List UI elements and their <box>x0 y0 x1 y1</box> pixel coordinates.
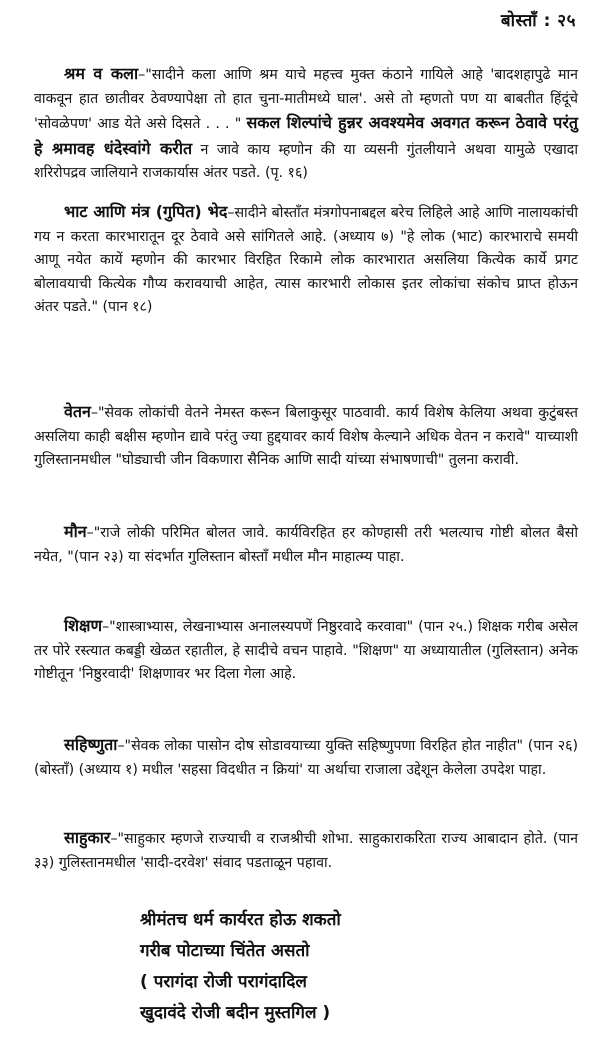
section-paragraph <box>34 200 578 320</box>
section-paragraph <box>34 520 578 569</box>
section-text: –सादीने बोस्ताँत मंत्रगोपनाबद्दल बरेच लिहिले आहे आणि नालायकांची गय न करता कारभारातून दूर ठेवावे असे सांगितले आहे. (अध्याय ७) "हे लोक (भाट) कारभाराचे समयी आणू नयेत कायें म्हणोन की कारभार विरहित रिकामे लोक कारभारात असलिया कित्येक कार्ये प्रगट बोलावयाची कित्येक गौप्य करावयाची आहेत, त्यास कारभारी लोकास इतर लोकांचा संकोच प्राप्त होऊन अंतर पडते." (पान १८) <box>34 205 578 316</box>
verse-line: खुदावंदे रोजी बदीन मुस्तगिल ) <box>140 1003 331 1023</box>
section-labour-and-art <box>34 62 578 186</box>
section-silence <box>34 520 578 569</box>
section-paragraph <box>34 62 578 186</box>
section-bards-and-secrets <box>34 200 578 320</box>
section-text: –"शास्त्राभ्यास, लेखनाभ्यास अनालस्यपणें निष्ठुरवादे करवावा" (पान २५.) शिक्षक गरीब असेल तर पोरे रस्त्यात कबड्डी खेळत रहातील, हे सादीचे वचन पाहावे. "शिक्षण" या अध्यायातील (गुलिस्तान) अनेक गोष्टीतून 'निष्ठुरवादी' शिक्षणावर भर दिला गेला आहे. <box>34 619 578 683</box>
section-term: मौन <box>64 522 87 541</box>
section-text: –"सेवक लोका पासोन दोष सोडावयाच्या युक्ति सहिष्णुपणा विरहित होत नाहीत" (पान २६) (बोस्ताँ) (अध्याय १) मधील 'सहसा विदधीत न क्रियां' या अर्थाचा राजाला उद्देशून केलेला उपदेश पाहा. <box>34 738 578 778</box>
section-paragraph <box>34 733 578 782</box>
section-salary <box>34 400 578 473</box>
section-paragraph <box>34 400 578 473</box>
verse-line: गरीब पोटाच्या चिंतेत असतो <box>140 941 310 961</box>
section-moneylender <box>34 826 578 875</box>
section-tolerance <box>34 733 578 782</box>
section-paragraph <box>34 826 578 875</box>
verse-line: श्रीमंतच धर्म कार्यरत होऊ शकतो <box>140 910 341 930</box>
section-text: –"साहुकार म्हणजे राज्याची व राजश्रीची शोभा. साहुकाराकरिता राज्य आबादान होते. (पान ३३) गुलिस्तानमधील 'सादी-दरवेश' संवाद पडताळून पहावा. <box>34 831 578 871</box>
section-paragraph <box>34 614 578 687</box>
section-text: –"राजे लोकी परिमित बोलत जावे. कार्यविरहित हर कोण्हासी तरी भलत्याच गोष्टी बोलत बैसो नयेत, "(पान २३) या संदर्भात गुलिस्तान बोस्ताँ मधील मौन माहात्म्य पाहा. <box>34 525 578 565</box>
running-head: बोस्ताँ : २५ <box>500 11 576 31</box>
section-text: –"सेवक लोकांची वेतने नेमस्त करून बिलाकुसूर पाठवावी. कार्य विशेष केलिया अथवा कुटुंबस्त असलिया काही बक्षीस म्हणोन द्यावे परंतु ज्या हुद्दयावर कार्य विशेष केल्याने अधिक वेतन न करावे" याच्याशी गुलिस्तानमधील "घोड्याची जीन विकणारा सैनिक आणि सादी यांच्या संभाषणाची" तुलना करावी. <box>34 405 578 469</box>
section-term: भाट आणि मंत्र (गुपित) भेद <box>64 202 228 221</box>
emphasized-quote: सकल शिल्पांचे हुन्नर अवश्यमेव अवगत करून ठेवावे परंतु हे श्रमावह धंदेस्वांगे करीत <box>34 113 578 158</box>
section-term: सहिष्णुता <box>64 735 118 754</box>
section-term: श्रम व कला <box>64 64 139 83</box>
section-text-continued: न जावे काय म्हणोन की या व्यसनी गुंतलीयाने अथवा यामुळे एखादा शरिरोपद्रव जालियाने राजकार्यास अंतर पडते. (पृ. १६) <box>34 141 579 182</box>
section-education <box>34 614 578 687</box>
verse-line: ( परागंदा रोजी परागंदादिल <box>140 972 307 992</box>
closing-verse <box>140 905 570 1029</box>
section-text: –"सादीने कला आणि श्रम याचे महत्त्व मुक्त कंठाने गायिले आहे 'बादशहापुढे मान वाकवून हात छातीवर ठेवण्यापेक्षा तो हात चुना-मातीमध्ये घाल'. असे तो म्हणतो पण या बाबतीत हिंदूंचे 'सोवळेपण' आड येते असे दिसते . . . " <box>34 67 578 133</box>
section-term: साहुकार <box>64 828 111 847</box>
section-term: वेतन <box>64 402 91 421</box>
section-term: शिक्षण <box>64 616 103 635</box>
